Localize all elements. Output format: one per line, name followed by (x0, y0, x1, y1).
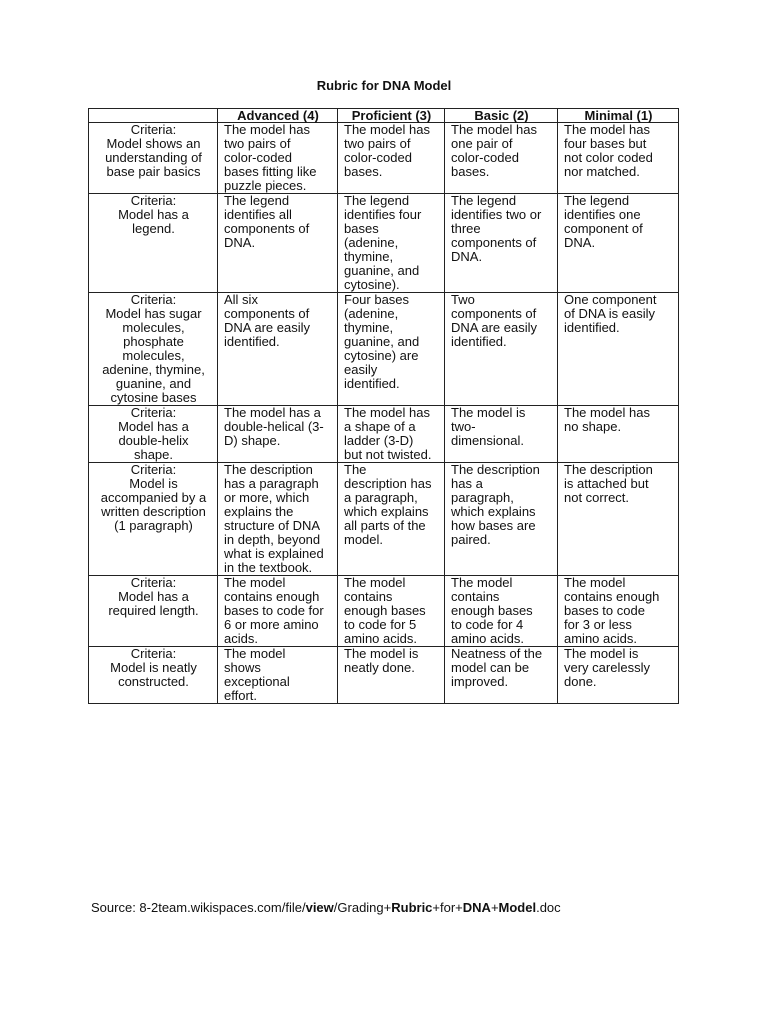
cell-line: D) shape. (224, 433, 281, 448)
cell-advanced (218, 293, 338, 406)
criteria-line: Criteria: (130, 646, 177, 661)
criteria-line: Criteria: (130, 193, 177, 208)
cell-line: improved. (451, 674, 509, 689)
cell-line: The model is (451, 405, 526, 420)
cell-line: The description (451, 462, 540, 477)
cell-line: The model has a (224, 405, 321, 420)
cell-line: paired. (451, 532, 491, 547)
cell-line: double-helical (3- (224, 419, 324, 434)
cell-minimal (558, 406, 679, 463)
cell-line: no shape. (564, 419, 622, 434)
criteria-line: Model is neatly (110, 660, 197, 675)
criteria-cell (89, 406, 218, 463)
cell-line: enough bases (344, 603, 426, 618)
cell-line: contains enough (564, 589, 660, 604)
cell-line: Two (451, 292, 475, 307)
cell-line: model can be (451, 660, 530, 675)
cell-line: bases. (344, 164, 383, 179)
criteria-line: shape. (133, 447, 174, 462)
cell-line: The model has (344, 122, 430, 137)
criteria-cell (89, 194, 218, 293)
cell-line: The description (224, 462, 313, 477)
cell-line: contains (344, 589, 393, 604)
cell-line: The model (224, 575, 286, 590)
rubric-row (89, 123, 679, 194)
header-blank (89, 109, 218, 123)
cell-line: components of (224, 306, 310, 321)
cell-line: The model (451, 575, 513, 590)
cell-line: identifies two or (451, 207, 542, 222)
criteria-line: Model has a (118, 589, 189, 604)
cell-line: The legend (564, 193, 630, 208)
cell-line: two pairs of (224, 136, 291, 151)
criteria-cell (89, 647, 218, 704)
cell-line: DNA. (564, 235, 596, 250)
criteria-line: Model has a (118, 419, 189, 434)
cell-line: Four bases (344, 292, 410, 307)
cell-line: components of (451, 306, 537, 321)
criteria-line: Criteria: (130, 575, 177, 590)
cell-line: four bases but (564, 136, 647, 151)
cell-line: color-coded (451, 150, 519, 165)
cell-line: bases to code for (224, 603, 324, 618)
cell-line: identified. (224, 334, 280, 349)
cell-line: cytosine). (344, 277, 400, 292)
cell-line: DNA. (451, 249, 483, 264)
cell-minimal (558, 123, 679, 194)
criteria-line: understanding of (105, 150, 202, 165)
source-segment: /Grading+ (333, 900, 392, 915)
cell-advanced (218, 647, 338, 704)
cell-line: DNA are easily (451, 320, 537, 335)
source-segment: view (305, 900, 334, 915)
criteria-line: (1 paragraph) (114, 518, 193, 533)
rubric-row (89, 293, 679, 406)
cell-line: The model has (564, 405, 650, 420)
cell-proficient (338, 576, 445, 647)
cell-minimal (558, 463, 679, 576)
cell-line: amino acids. (451, 631, 524, 646)
cell-line: amino acids. (344, 631, 417, 646)
cell-line: dimensional. (451, 433, 524, 448)
criteria-line: guanine, and (115, 376, 192, 391)
cell-line: bases. (451, 164, 490, 179)
cell-line: identified. (564, 320, 620, 335)
cell-line: identified. (344, 376, 400, 391)
cell-line: component of (564, 221, 643, 236)
criteria-line: written description (101, 504, 206, 519)
cell-line: very carelessly (564, 660, 650, 675)
cell-line: has a paragraph (224, 476, 319, 491)
cell-line: identifies four (344, 207, 422, 222)
cell-line: not color coded (564, 150, 653, 165)
criteria-line: phosphate (123, 334, 184, 349)
cell-line: to code for 4 (451, 617, 524, 632)
source-segment: +for+ (432, 900, 463, 915)
cell-minimal (558, 576, 679, 647)
cell-minimal (558, 647, 679, 704)
cell-line: neatly done. (344, 660, 415, 675)
cell-line: identifies one (564, 207, 641, 222)
cell-line: The legend (344, 193, 410, 208)
cell-line: model. (344, 532, 384, 547)
cell-line: The model (564, 575, 626, 590)
cell-line: thymine, (344, 320, 394, 335)
cell-line: The description (564, 462, 653, 477)
cell-line: a paragraph, (344, 490, 418, 505)
cell-line: (adenine, (344, 235, 399, 250)
criteria-line: Criteria: (130, 122, 177, 137)
criteria-line: Criteria: (130, 405, 177, 420)
criteria-cell (89, 293, 218, 406)
cell-line: to code for 5 (344, 617, 417, 632)
cell-minimal (558, 194, 679, 293)
cell-line: guanine, and (344, 263, 420, 278)
cell-line: The model has (224, 122, 310, 137)
criteria-line: double-helix (118, 433, 189, 448)
cell-line: ladder (3-D) (344, 433, 414, 448)
document-title: Rubric for DNA Model (316, 78, 452, 93)
header-basic: Basic (2) (445, 109, 558, 123)
cell-line: done. (564, 674, 597, 689)
criteria-line: Criteria: (130, 462, 177, 477)
cell-basic (445, 406, 558, 463)
cell-line: two- (451, 419, 476, 434)
criteria-line: Model has a (118, 207, 189, 222)
criteria-line: base pair basics (106, 164, 201, 179)
criteria-line: Model is (129, 476, 178, 491)
rubric-body (89, 123, 679, 704)
cell-line: three (451, 221, 481, 236)
cell-basic (445, 463, 558, 576)
cell-line: The legend (224, 193, 290, 208)
cell-proficient (338, 194, 445, 293)
cell-line: what is explained (224, 546, 324, 561)
cell-line: thymine, (344, 249, 394, 264)
cell-line: but not twisted. (344, 447, 432, 462)
cell-line: a shape of a (344, 419, 416, 434)
cell-line: explains the (224, 504, 294, 519)
cell-line: One component (564, 292, 657, 307)
cell-proficient (338, 406, 445, 463)
cell-line: in the textbook. (224, 560, 313, 575)
cell-line: DNA. (224, 235, 256, 250)
cell-line: contains enough (224, 589, 320, 604)
rubric-row (89, 576, 679, 647)
cell-line: The model (224, 646, 286, 661)
cell-line: The model is (344, 646, 419, 661)
criteria-cell (89, 576, 218, 647)
cell-advanced (218, 576, 338, 647)
cell-advanced (218, 463, 338, 576)
criteria-cell (89, 123, 218, 194)
cell-line: puzzle pieces. (224, 178, 307, 193)
cell-line: components of (224, 221, 310, 236)
cell-line: DNA are easily (224, 320, 310, 335)
cell-line: shows (224, 660, 261, 675)
cell-line: Neatness of the (451, 646, 543, 661)
header-row (89, 109, 679, 123)
criteria-line: molecules, (122, 348, 185, 363)
cell-minimal (558, 293, 679, 406)
cell-line: contains (451, 589, 500, 604)
cell-line: amino acids. (564, 631, 637, 646)
cell-line: cytosine) are (344, 348, 419, 363)
cell-line: 6 or more amino (224, 617, 319, 632)
criteria-line: legend. (132, 221, 175, 236)
criteria-line: constructed. (118, 674, 189, 689)
cell-line: The legend (451, 193, 517, 208)
cell-line: paragraph, (451, 490, 514, 505)
cell-advanced (218, 123, 338, 194)
cell-line: which explains (451, 504, 536, 519)
source-segment: + (490, 900, 499, 915)
rubric-table (88, 108, 679, 704)
header-minimal: Minimal (1) (558, 109, 679, 123)
cell-line: how bases are (451, 518, 536, 533)
cell-line: all parts of the (344, 518, 426, 533)
criteria-line: adenine, thymine, (102, 362, 205, 377)
cell-line: effort. (224, 688, 258, 703)
cell-proficient (338, 293, 445, 406)
cell-line: which explains (344, 504, 429, 519)
cell-line: structure of DNA (224, 518, 321, 533)
cell-basic (445, 123, 558, 194)
source-segment: .doc (536, 900, 561, 915)
source-citation (91, 900, 561, 915)
criteria-cell (89, 463, 218, 576)
cell-line: The model is (564, 646, 639, 661)
cell-line: for 3 or less (564, 617, 632, 632)
cell-basic (445, 194, 558, 293)
cell-basic (445, 647, 558, 704)
cell-basic (445, 576, 558, 647)
cell-line: The model has (564, 122, 650, 137)
cell-line: identified. (451, 334, 507, 349)
cell-line: exceptional (224, 674, 290, 689)
cell-proficient (338, 647, 445, 704)
cell-advanced (218, 406, 338, 463)
cell-line: in depth, beyond (224, 532, 321, 547)
cell-line: of DNA is easily (564, 306, 656, 321)
cell-line: components of (451, 235, 537, 250)
criteria-line: Model has sugar (105, 306, 202, 321)
cell-line: nor matched. (564, 164, 640, 179)
header-advanced: Advanced (4) (218, 109, 338, 123)
rubric-row (89, 194, 679, 293)
source-segment: Model (498, 900, 537, 915)
cell-basic (445, 293, 558, 406)
cell-line: bases (344, 221, 379, 236)
cell-line: two pairs of (344, 136, 411, 151)
cell-line: (adenine, (344, 306, 399, 321)
cell-line: bases fitting like (224, 164, 317, 179)
cell-line: identifies all (224, 207, 292, 222)
source-segment: DNA (462, 900, 491, 915)
source-segment: Rubric (391, 900, 433, 915)
cell-line: has a (451, 476, 483, 491)
cell-line: easily (344, 362, 378, 377)
cell-line: enough bases (451, 603, 533, 618)
cell-proficient (338, 463, 445, 576)
criteria-line: required length. (108, 603, 199, 618)
cell-line: color-coded (344, 150, 412, 165)
rubric-row (89, 463, 679, 576)
cell-line: or more, which (224, 490, 310, 505)
cell-line: description has (344, 476, 432, 491)
criteria-line: Model shows an (106, 136, 201, 151)
criteria-line: molecules, (122, 320, 185, 335)
cell-line: The (344, 462, 367, 477)
cell-line: not correct. (564, 490, 630, 505)
cell-proficient (338, 123, 445, 194)
criteria-line: cytosine bases (110, 390, 197, 405)
cell-line: is attached but (564, 476, 649, 491)
cell-line: The model has (451, 122, 537, 137)
cell-line: acids. (224, 631, 258, 646)
cell-advanced (218, 194, 338, 293)
rubric-row (89, 647, 679, 704)
criteria-line: Criteria: (130, 292, 177, 307)
header-proficient: Proficient (3) (338, 109, 445, 123)
cell-line: guanine, and (344, 334, 420, 349)
criteria-line: accompanied by a (100, 490, 207, 505)
rubric-row (89, 406, 679, 463)
cell-line: bases to code (564, 603, 645, 618)
cell-line: All six (224, 292, 258, 307)
cell-line: one pair of (451, 136, 513, 151)
cell-line: color-coded (224, 150, 292, 165)
source-segment: Source: 8-2team.wikispaces.com/file/ (91, 900, 306, 915)
cell-line: The model has (344, 405, 430, 420)
cell-line: The model (344, 575, 406, 590)
